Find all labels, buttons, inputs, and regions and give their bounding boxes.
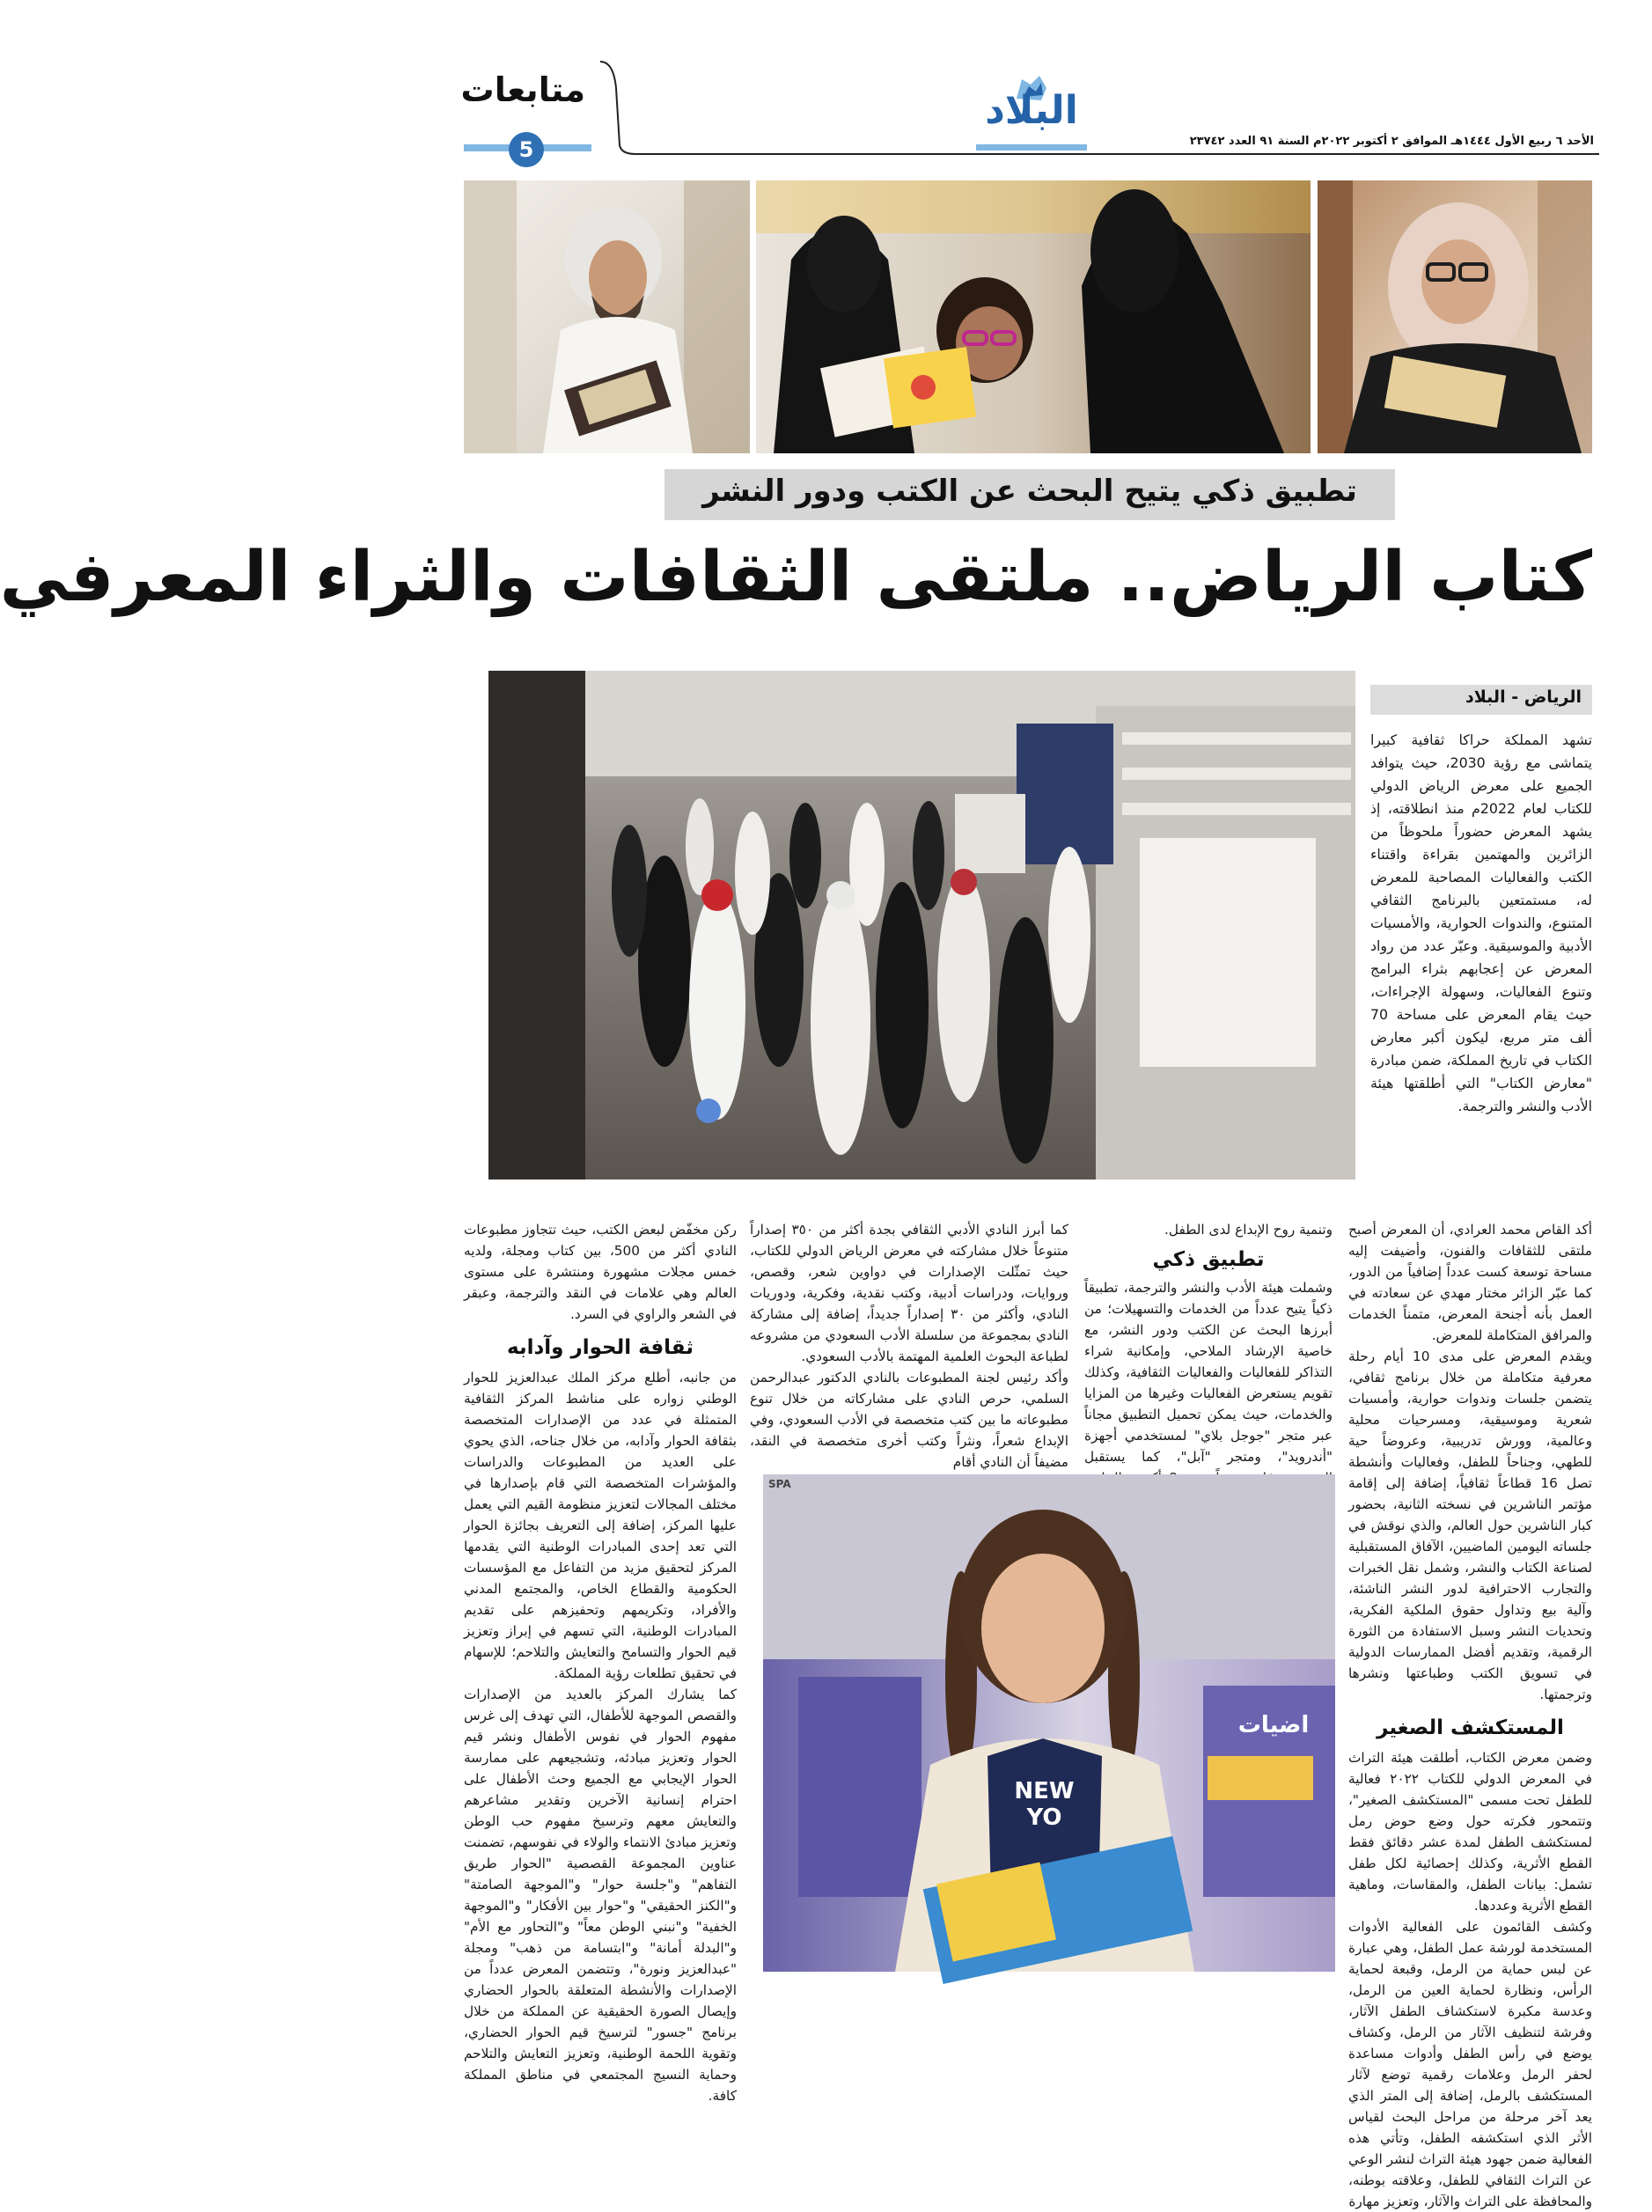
photo-book-fair-crowd	[488, 671, 1355, 1179]
col2-paragraph-1: وتنمية روح الإبداع لدى الطفل.	[1164, 1222, 1333, 1238]
col1-paragraph-1: أكد القاص محمد العرادي، أن المعرض أصبح ملتقى للثقافات والفنون، وأضيفت إليه مساحة توسعة كست عدداً إضافياً من الدور، كما عبّر الزائر مختار مهدي عن سعادته في العمل بأنه أجنحة المعرض، متمناً الخدمات والمرافق المتكاملة للمعرض.	[1348, 1222, 1592, 1343]
logo-text: البلاد	[985, 88, 1078, 133]
intro-text: تشهد المملكة حراكا ثقافية كبيرا يتماشى مع رؤية 2030، حيث يتوافد الجميع على معرض الرياض الدولي للكتاب لعام 2022م منذ انطلاقته، إذ يشهد المعرض حضوراً ملحوظاً من الزائرين والمهتمين بقراءة واقتناء الكتب والفعاليات المصاحبة للمعرض له، مستمتعين بالبرنامج الثقافي المتنوع، والندوات الحوارية، والأمسيات الأدبية والموسيقية. وعبّر عدد من رواد المعرض عن إعجابهم بثراء البرامج وتنوع الفعاليات، وسهولة الإجراءات، حيث يقام المعرض على مساحة 70 ألف متر مربع، ليكون أكبر معارض الكتاب في تاريخ المملكة، ضمن مبادرة "معارض الكتاب" التي أطلقتها هيئة الأدب والنشر والترجمة.	[1370, 731, 1592, 1114]
section-title: متابعات	[460, 70, 585, 109]
col1-paragraph-3: وضمن معرض الكتاب، أطلقت هيئة التراث في المعرض الدولي للكتاب ٢٠٢٢ فعالية للطفل تحت مسمى "المستكشف الصغير"، وتتمحور فكرته حول وضع حوض رمل لمستكشف الطفل لمدة عشر دقائق فقط القطع الأثرية، وكذلك إحصائية لكل طفل تشمل: بيانات الطفل، والمقاسات، وماهية القطع الأثرية وعددها.	[1348, 1750, 1592, 1914]
col1-paragraph-2: ويقدم المعرض على مدى 10 أيام رحلة معرفية متكاملة من خلال برنامج ثقافي، يتضمن جلسات وندوات حوارية، وأمسيات شعرية وموسيقية، ومسرحيات محلية وعالمية، وورش تدريبية، وعروضاً حية للطهي، وجناحاً للطفل، وفعاليات وأنشطة تصل 16 قطاعاً ثقافياً، إضافة إلى إقامة مؤتمر الناشرين في نسخته الثانية، بحضور كبار الناشرين حول العالم، والذي نوقش في جلساته اليومين الماضيين، الآفاق المستقبلية لصناعة الكتاب والنشر، وشمل نقل الخبرات والتجارب الاحترافية لدور النشر الناشئة، وآلية بيع وتداول حقوق الملكية الفكرية، وتحديات النشر وسبل الاستفادة من الثورة الرقمية، وتقديم أفضل الممارسات الدولية في تسويق الكتب وطباعتها ونشرها وترجمتها.	[1348, 1349, 1592, 1702]
man-reading-illustration	[464, 180, 750, 453]
crowd-illustration	[488, 671, 1355, 1179]
column-2	[1084, 1219, 1333, 1470]
col3-paragraph-1: كما أبرز النادي الأدبي الثقافي بجدة أكثر من ٣٥٠ إصداراً متنوعاً خلال مشاركته في معرض الرياض الدولي للكتاب، حيث تمثّلت الإصدارات في دواوين شعر، وقصص، وروايات، ودراسات أدبية، وكتب نقدية، وفكرية، ودوريات النادي، وأكثر من ٣٠ إصداراً جديداً، إضافة إلى مشاركة النادي بمجموعة من سلسلة الأدب السعودي من مشروعه لطباعة البحوث العلمية المهتمة بالأدب السعودي.	[750, 1222, 1068, 1364]
book-cover-title: اضيات	[1237, 1712, 1310, 1738]
column-1	[1348, 1219, 1592, 2209]
logo-underline	[976, 144, 1087, 151]
col4-subheading: ثقافة الحوار وآدابه	[507, 1336, 694, 1359]
byline: الرياض - البلاد	[1465, 687, 1582, 707]
column-3	[750, 1219, 1068, 1470]
col3-paragraph-2: وأكد رئيس لجنة المطبوعات بالنادي الدكتور عبدالرحمن السلمي، حرص النادي على مشاركاته من خلال تنوع مطبوعاته ما بين كتب متخصصة في الأدب السعودي، وفي الإبداع شعراً، ونثراً وكتب أخرى متخصصة في النقد، مضيفاً أن النادي أقام	[750, 1370, 1068, 1470]
column-4	[464, 1219, 737, 2104]
col4-paragraph-2: من جانبه، أطلع مركز الملك عبدالعزيز للحوار الوطني زواره على مناشط المركز الثقافية المتمثلة في عدد من الإصدارات المتخصصة بثقافة الحوار وآدابه، من خلال جناحه، الذي يحوي على العديد من المطبوعات والدراسات والمؤشرات المتخصصة التي قام بإصدارها في مختلف المجالات لتعزيز منظومة القيم التي يعمل عليها المركز، إضافة إلى التعريف بجائزة الحوار التي تعد إحدى المبادرات الوطنية التي يقدمها المركز لتحقيق مزيد من التفاعل مع المؤسسات الحكومية والقطاع الخاص، والمجتمع المدني والأفراد، وتكريمهم وتحفيزهم على تقديم المبادرات الوطنية، التي تسهم في إبراز وتعزيز قيم الحوار والتسامح والتعايش والتلاحم؛ للإسهام في تحقيق تطلعات رؤية المملكة.	[464, 1370, 737, 1681]
newspaper-logo	[974, 72, 1089, 143]
col2-subheading: تطبيق ذكي	[1152, 1248, 1265, 1271]
shirt-print: NEW YO	[1014, 1778, 1075, 1831]
page-header	[402, 0, 1652, 167]
col1-subheading: المستكشف الصغير	[1377, 1716, 1564, 1739]
col4-paragraph-1: ركن مخفّض لبعض الكتب، حيث تتجاوز مطبوعات النادي أكثر من 500، بين كتاب ومجلة، ولديه خمس مجلات مشهورة ومنتشرة على مستوى العالم وهي علامات في النقد والترجمة، وعبقر في الشعر والراوي في السرد.	[464, 1222, 737, 1322]
page-number-badge: 5	[509, 132, 544, 167]
photo-credit: SPA	[768, 1478, 791, 1490]
photo-man-reading	[464, 180, 750, 453]
main-headline: كتاب الرياض.. ملتقى الثقافات والثراء المعرفي	[0, 538, 1592, 617]
photo-child-reading	[763, 1474, 1335, 1972]
col2-paragraph-2: وشملت هيئة الأدب والنشر والترجمة، تطبيقاً ذكياً يتيح عدداً من الخدمات والتسهيلات؛ من أبرزها البحث عن الكتب ودور النشر، مع خاصية الإرشاد الملاحي، وإمكانية شراء التذاكر للفعاليات والفعاليات الثقافية، وكذلك تقويم يستعرض الفعاليات وغيرها من المزايا والخدمات، حيث يمكن تحميل التطبيق مجاناً عبر متجر "جوجل بلاي" لمستخدمي أجهزة "أندرويد"، ومتجر "آبل"، كما يستقبل	[1084, 1280, 1333, 1465]
girl-with-book-illustration	[756, 180, 1311, 453]
kicker-headline: تطبيق ذكي يتيح البحث عن الكتب ودور النشر	[702, 474, 1357, 509]
photo-girl-with-book	[756, 180, 1311, 453]
intro-column	[1370, 729, 1592, 1187]
woman-reading-illustration	[1318, 180, 1592, 453]
photo-woman-reading	[1318, 180, 1592, 453]
dateline: الأحد ٦ ربيع الأول ١٤٤٤هـ الموافق ٢ أكتوبر ٢٠٢٢م السنة ٩١ العدد ٢٣٧٤٢	[1189, 135, 1594, 148]
col1-paragraph-4: وكشف القائمون على الفعالية الأدوات المستخدمة لورشة عمل الطفل، وهي عبارة عن لبس حماية من الرمل، وقبعة لحماية الرأس، ونظارة لحماية العين من الرمل، وعدسة مكبرة لاستكشاف الطفل الآثار، وفرشة لتنظيف الآثار من الرمل، وكشاف يوضع في رأس الطفل وأدوات مساعدة لحفر الرمل وعلامات رقمية توضع لآثار المستكشف بالرمل، إضافة إلى المتر الذي يعد آخر مرحلة من مراحل البحث لقياس الأثر الذي استكشفه الطفل، وتأتي هذه الفعالية ضمن جهود هيئة التراث لنشر الوعي عن التراث الثقافي للطفل، وعلاقته بوطنه، والمحافظة على التراث والآثار، وتعزيز مهارة	[1348, 1919, 1592, 2209]
col4-paragraph-3: كما يشارك المركز بالعديد من الإصدارات والقصص الموجهة للأطفال، التي تهدف إلى غرس مفهوم الحوار في نفوس الأطفال ونشر قيم الحوار وتعزيز مبادئه، وتشجيعهم على ممارسة الحوار الإيجابي مع الجميع وحث الأطفال على احترام إنسانية الآخرين وتقدير مشاعرهم والتعايش معهم وترسيخ مفهوم حب الوطن وتعزيز مبادئ الانتماء والولاء في نفوسهم، تضمنت عناوين المجموعة القصصية "الحوار طريق التفاهم" و"جلسة حوار" و"الموجهة الصامتة" و"الكنز الحقيقي" و"حوار بين الأفكار" و"الموجهة الخفية" و"نبني الوطن معاً" و"التحاور مع الأم" و"البدلة أمانة" و"ابتسامة من ذهب" ومجلة "عبدالعزيز ونورة"، وتتضمن المعرض عدداً من الإصدارات والأنشطة المتعلقة بالحوار الحضاري وإيصال الصورة الحقيقية عن المملكة من خلال برنامج "جسور" لترسيخ قيم الحوار الحضاري، وتقوية اللحمة الوطنية، وتعزيز التعايش والتلاحم وحماية النسيج المجتمعي في مناطق المملكة كافة.	[464, 1687, 737, 2104]
